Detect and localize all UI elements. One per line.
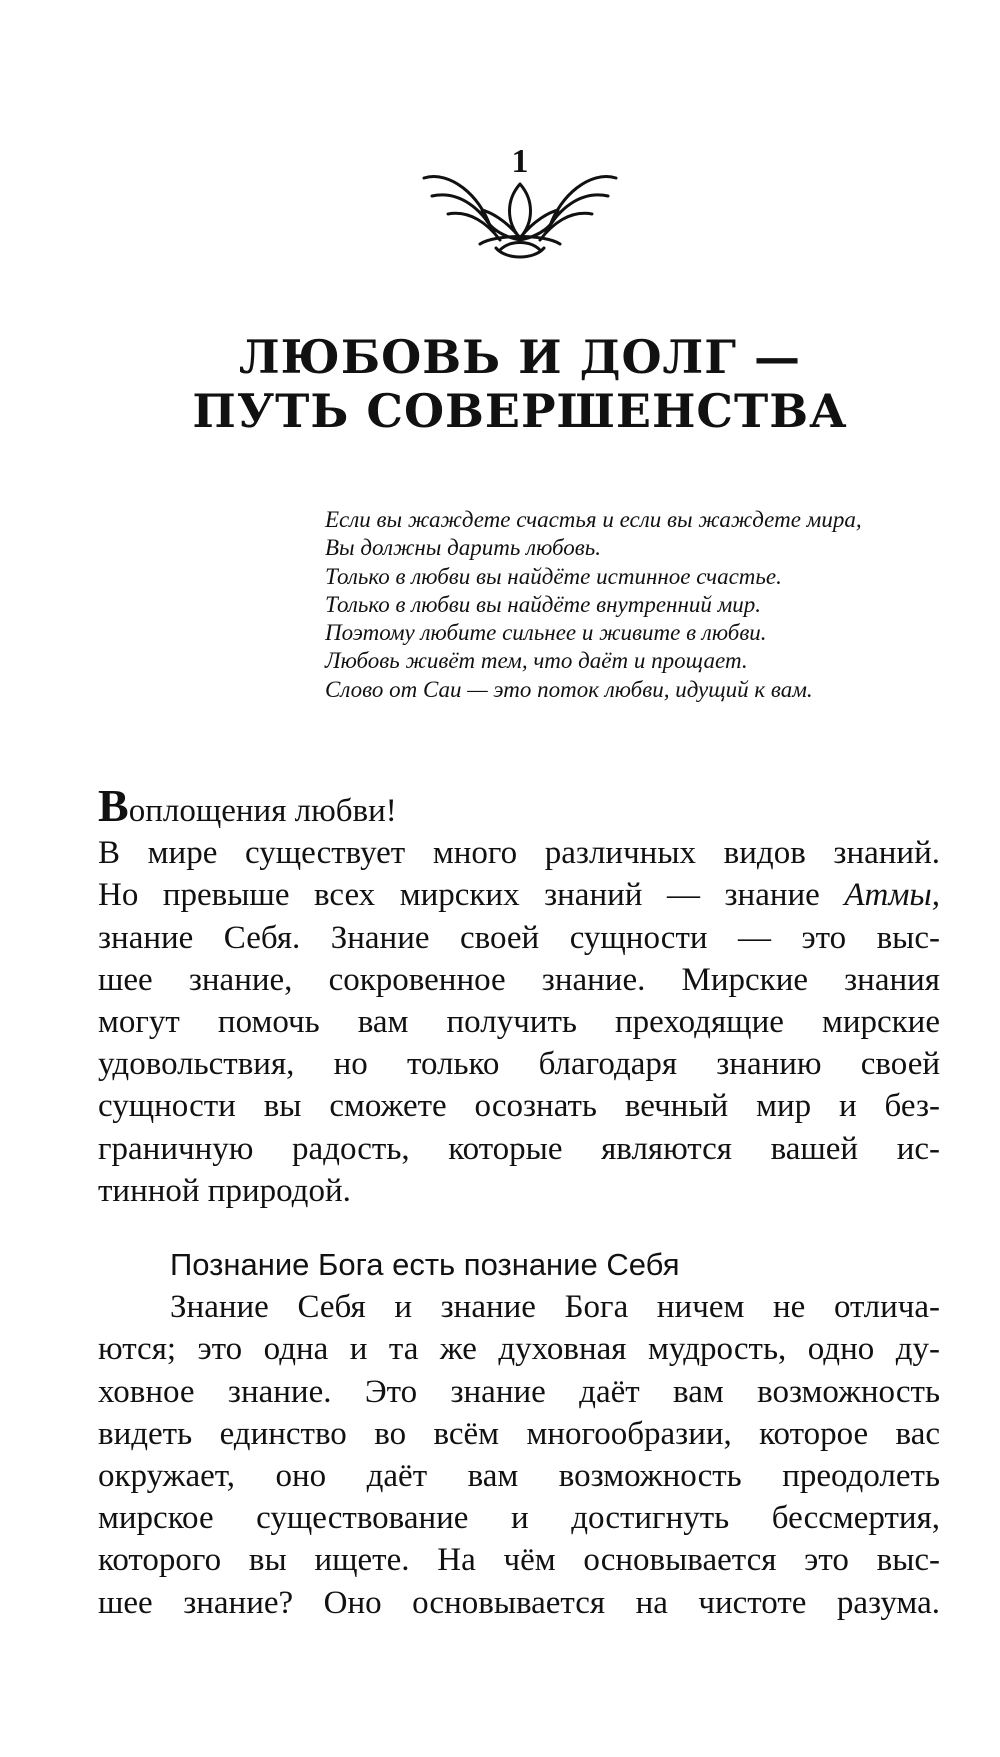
italic-term: Атмы,: [844, 877, 940, 914]
paragraph-line: шее знание? Оно основывается на чистоте разума.: [98, 1584, 940, 1621]
epigraph-line: Только в любви вы найдёте внутренний мир.: [325, 591, 762, 617]
paragraph-line: граничную радость, которые являются вашей ис-: [98, 1130, 940, 1167]
epigraph-line: Слово от Саи — это поток любви, идущий к вам.: [325, 676, 813, 702]
greeting: [98, 780, 940, 832]
paragraph-line: Знание Себя и знание Бога ничем не отлича-: [170, 1289, 940, 1326]
paragraph-line: сущности вы сможете осознать вечный мир и без-: [98, 1088, 940, 1125]
paragraph-line: тинной природой.: [98, 1172, 351, 1209]
main-text: [98, 780, 940, 1624]
paragraph-line: знание Себя. Знание своей сущности — это выс-: [98, 919, 940, 956]
epigraph-line: Вы должны дарить любовь.: [325, 535, 601, 561]
epigraph-line: Поэтому любите сильнее и живите в любви.: [325, 620, 767, 646]
epigraph-line: Любовь живёт тем, что даёт и прощает.: [325, 648, 748, 674]
paragraph-line: удовольствия, но только благодаря знанию своей: [98, 1046, 940, 1083]
chapter-title: [0, 330, 1000, 438]
paragraph-line: видеть единство во всём многообразии, которое вас: [98, 1415, 940, 1452]
chapter-title-line: ПУТЬ СОВЕРШЕНСТВА: [192, 384, 848, 438]
paragraph-line: ются; это одна и та же духовная мудрость, одно ду-: [98, 1331, 940, 1368]
paragraph-line: шее знание, сокровенное знание. Мирские знания: [98, 961, 940, 998]
greeting-text: оплощения любви!: [128, 793, 397, 829]
lotus-ornament-icon: [420, 166, 620, 266]
paragraph-line: [98, 874, 940, 916]
epigraph-line: Если вы жаждете счастья и если вы жаждете мира,: [325, 507, 862, 532]
paragraph-text: Но превыше всех мирских знаний — знание: [98, 877, 845, 914]
paragraph-line: окружает, оно даёт вам возможность преодолеть: [98, 1458, 940, 1495]
section-heading: Познание Бога есть познание Себя: [170, 1247, 680, 1283]
epigraph-line: Только в любви вы найдёте истинное счастье.: [325, 563, 782, 589]
epigraph: [325, 506, 965, 704]
drop-cap: В: [98, 780, 129, 831]
paragraph-line: которого вы ищете. На чём основывается это выс-: [98, 1542, 940, 1579]
paragraph-line: ховное знание. Это знание даёт вам возможность: [98, 1373, 940, 1410]
chapter-title-line: ЛЮБОВЬ И ДОЛГ —: [238, 330, 801, 384]
chapter-number: 1: [511, 143, 529, 180]
paragraph-line: В мире существует много различных видов знаний.: [98, 835, 940, 872]
paragraph-line: могут помочь вам получить преходящие мирские: [98, 1004, 940, 1041]
paragraph-line: мирское существование и достигнуть бессмертия,: [98, 1500, 940, 1537]
